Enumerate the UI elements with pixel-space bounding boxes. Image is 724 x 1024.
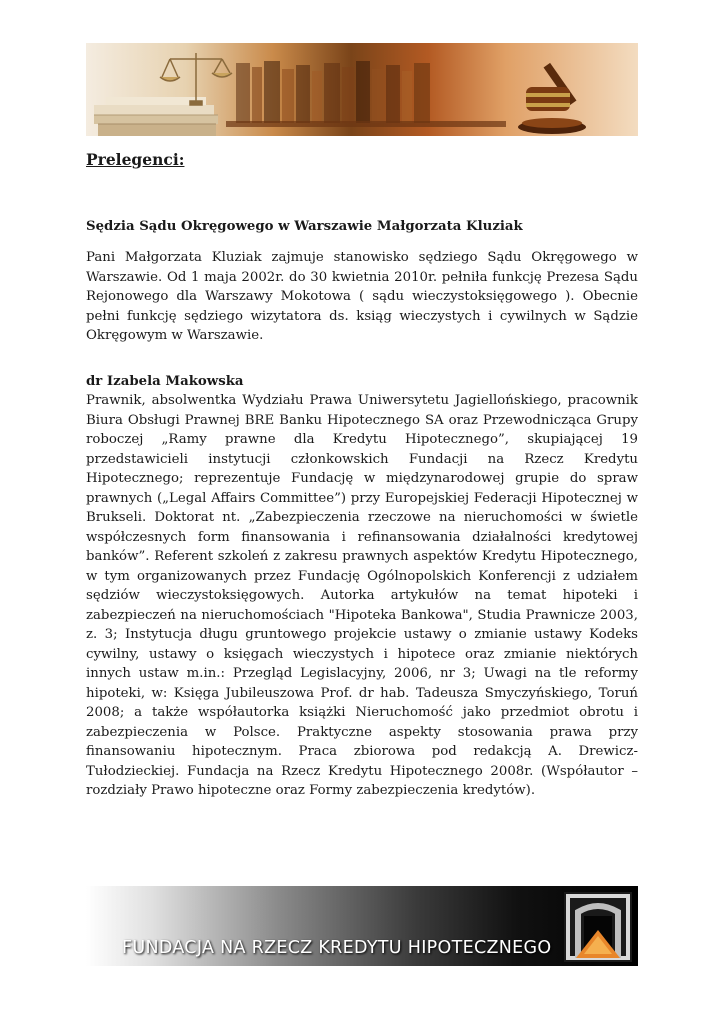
header-banner	[86, 43, 638, 136]
header-banner-art	[86, 43, 638, 136]
footer-banner	[86, 886, 638, 966]
speaker-1-title: Sędzia Sądu Okręgowego w Warszawie Małgorzata Kluziak	[86, 219, 523, 234]
footer-foundation-name: FUNDACJA NA RZECZ KREDYTU HIPOTECZNEGO	[122, 938, 552, 958]
foundation-arch-logo-icon	[564, 892, 632, 962]
speaker-1-bio: Pani Małgorzata Kluziak zajmuje stanowisko sędziego Sądu Okręgowego w Warszawie. Od 1 maja 2002r. do 30 kwietnia 2010r. pełniła funkcję Prezesa Sądu Rejonowego dla Warszawy Mokotowa ( sądu wieczystoksięgowego ). Obecnie pełni funkcję sędziego wizytatora ds. ksiąg wieczystych i cywilnych w Sądzie Okręgowym w Warszawie.	[86, 250, 638, 343]
page-title: Prelegenci:	[86, 150, 185, 169]
speaker-2-title: dr Izabela Makowska	[86, 374, 244, 389]
speaker-2-bio: Prawnik, absolwentka Wydziału Prawa Uniwersytetu Jagiellońskiego, pracownik Biura Obsługi Prawnej BRE Banku Hipotecznego SA oraz Przewodnicząca Grupy roboczej „Ramy prawne dla Kredytu Hipotecznego”, skupiającej 19 przedstawicieli instytucji członkowskich Fundacji na Rzecz Kredytu Hipotecznego; reprezentuje Fundację w międzynarodowej grupie do spraw prawnych („Legal Affairs Committee”) przy Europejskiej Federacji Hipotecznej w Brukseli. Doktorat nt. „Zabezpieczenia rzeczowe na nieruchomości w świetle współczesnych form finansowania i refinansowania działalności kredytowej banków”. Referent szkoleń z zakresu prawnych aspektów Kredytu Hipotecznego, w tym organizowanych przez Fundację Ogólnopolskich Konferencji z udziałem sędziów wieczystoksięgowych. Autorka artykułów na temat hipoteki i zabezpieczeń na nieruchomościach "Hipoteka Bankowa", Studia Prawnicze 2003, z. 3; Instytucja długu gruntowego projekcie ustawy o zmianie ustawy Kodeks cywilny, ustawy o księgach wieczystych i hipotece oraz zmianie niektórych innych ustaw m.in.: Przegląd Legislacyjny, 2006, nr 3; Uwagi na tle reformy hipoteki, w: Księga Jubileuszowa Prof. dr hab. Tadeusza Smyczyńskiego, Toruń 2008; a także współautorka książki Nieruchomość jako przedmiot obrotu i zabezpieczenia w Polsce. Praktyczne aspekty stosowania prawa przy finansowaniu hipotecznym. Praca zbiorowa pod redakcją A. Drewicz-Tułodzieckiej. Fundacja na Rzecz Kredytu Hipotecznego 2008r. (Współautor – rozdziały Prawo hipoteczne oraz Formy zabezpieczenia kredytów).	[86, 393, 638, 798]
